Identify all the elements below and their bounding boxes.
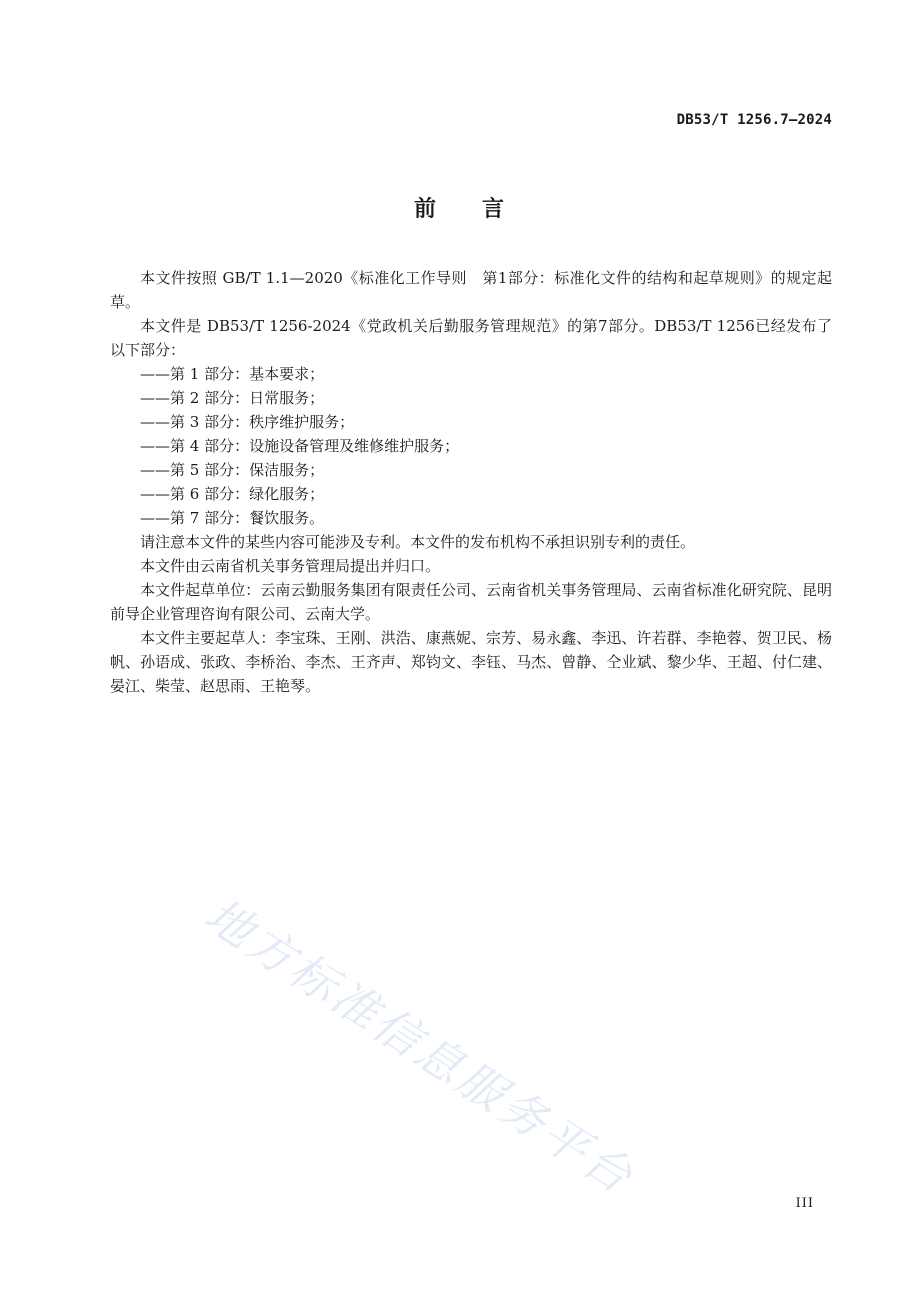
paragraph-patent-notice: 请注意本文件的某些内容可能涉及专利。本文件的发布机构不承担识别专利的责任。 (140, 533, 696, 551)
list-item: ——第 1 部分：基本要求； (140, 365, 325, 383)
page-number: III (795, 1196, 814, 1211)
watermark-text: 地方标准信息服务平台 (195, 887, 645, 1206)
list-item: ——第 5 部分：保洁服务； (140, 461, 325, 479)
page-title (0, 192, 920, 223)
paragraph-drafting-basis: 本文件按照 GB/T 1.1—2020《标准化工作导则 第1部分：标准化文件的结构和起草规则》的规定起草。 (110, 269, 832, 311)
list-item: ——第 6 部分：绿化服务； (140, 485, 325, 503)
paragraph-drafters: 本文件主要起草人：李宝珠、王刚、洪浩、康燕妮、宗芳、易永鑫、李迅、许若群、李艳蓉、贺卫民、杨帆、孙语成、张政、李桥治、李杰、王齐声、郑钧文、李钰、马杰、曾静、仝业斌、黎少华、王超、付仁建、晏江、柴莹、赵思雨、王艳琴。 (110, 629, 832, 695)
parts-list (110, 362, 832, 530)
foreword-body (110, 266, 832, 698)
list-item: ——第 2 部分：日常服务； (140, 389, 325, 407)
paragraph-series-intro: 本文件是 DB53/T 1256-2024《党政机关后勤服务管理规范》的第7部分。DB53/T 1256已经发布了以下部分： (110, 317, 832, 359)
paragraph-drafting-units: 本文件起草单位：云南云勤服务集团有限责任公司、云南省机关事务管理局、云南省标准化研究院、昆明前导企业管理咨询有限公司、云南大学。 (110, 581, 832, 623)
title-char-1: 前 (413, 197, 438, 222)
title-char-2: 言 (482, 197, 507, 222)
list-item: ——第 4 部分：设施设备管理及维修维护服务； (140, 437, 460, 455)
list-item: ——第 3 部分：秩序维护服务； (140, 413, 355, 431)
paragraph-proposer: 本文件由云南省机关事务管理局提出并归口。 (140, 557, 441, 575)
document-code: DB53/T 1256.7—2024 (676, 112, 832, 128)
list-item: ——第 7 部分：餐饮服务。 (140, 509, 325, 527)
